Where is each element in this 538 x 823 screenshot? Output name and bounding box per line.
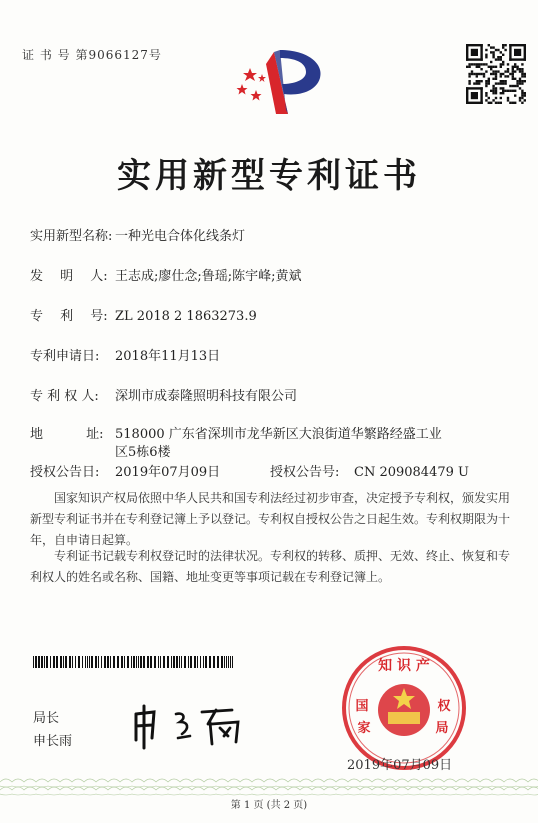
svg-text:知 识 产: 知 识 产 <box>378 658 430 674</box>
utility-model-name-label: 实用新型名称: <box>30 229 113 244</box>
director-title: 局长 <box>33 711 60 726</box>
filing-date-label: 专利申请日: <box>30 349 100 364</box>
seal-date: 2019年07月09日 <box>347 758 453 773</box>
page-number: 第 1 页 (共 2 页) <box>230 800 308 811</box>
barcode-icon <box>33 656 233 668</box>
certificate-number: 证 书 号 第9066127号 <box>22 48 162 62</box>
grant-no-row <box>270 461 469 480</box>
qr-code-icon <box>466 44 526 104</box>
svg-text:局: 局 <box>435 721 449 736</box>
address-label: 地 址: <box>30 427 104 442</box>
patent-no-label: 专 利 号: <box>30 309 108 324</box>
signature-icon <box>128 700 268 750</box>
utility-model-name-row <box>30 225 245 244</box>
patent-no: ZL 2018 2 1863273.9 <box>115 309 257 324</box>
inventor-row <box>30 265 302 284</box>
inventors: 王志成;廖仕念;鲁瑶;陈宇峰;黄斌 <box>115 269 302 284</box>
cnipa-logo-icon <box>228 44 328 116</box>
grant-date-row <box>30 461 220 480</box>
patentee-label: 专 利 权 人: <box>30 389 99 404</box>
inventor-label: 发 明 人: <box>30 269 108 284</box>
address-line-1: 518000 广东省深圳市龙华新区大浪街道华繁路经盛工业 <box>115 427 442 442</box>
page-title: 实用新型专利证书 <box>117 156 421 196</box>
body-paragraph-2: 专利证书记载专利权登记时的法律状况。专利权的转移、质押、无效、终止、恢复和专利权人的姓名或名称、国籍、地址变更等事项记载在专利登记簿上。 <box>30 549 511 584</box>
body-paragraph-1: 国家知识产权局依照中华人民共和国专利法经过初步审查，决定授予专利权，颁发实用新型专利证书并在专利登记簿上予以登记。专利权自授权公告之日起生效。专利权期限为十年，自申请日起算。 <box>30 491 511 547</box>
director-name: 申长雨 <box>33 734 73 749</box>
grant-no: CN 209084479 U <box>354 465 469 480</box>
utility-model-name: 一种光电合体化线条灯 <box>115 229 246 244</box>
official-seal-icon <box>340 644 468 772</box>
grant-date: 2019年07月09日 <box>115 465 221 480</box>
patent-no-row <box>30 305 257 324</box>
filing-date: 2018年11月13日 <box>115 349 221 364</box>
svg-text:国: 国 <box>355 699 369 714</box>
svg-text:权: 权 <box>437 699 451 714</box>
svg-text:家: 家 <box>357 721 371 736</box>
filing-date-row <box>30 345 220 364</box>
address-line-2: 区5栋6楼 <box>115 445 171 460</box>
grant-date-label: 授权公告日: <box>30 465 100 480</box>
patentee: 深圳市成泰隆照明科技有限公司 <box>115 389 298 404</box>
patentee-row <box>30 385 297 404</box>
grant-no-label: 授权公告号: <box>270 465 340 480</box>
